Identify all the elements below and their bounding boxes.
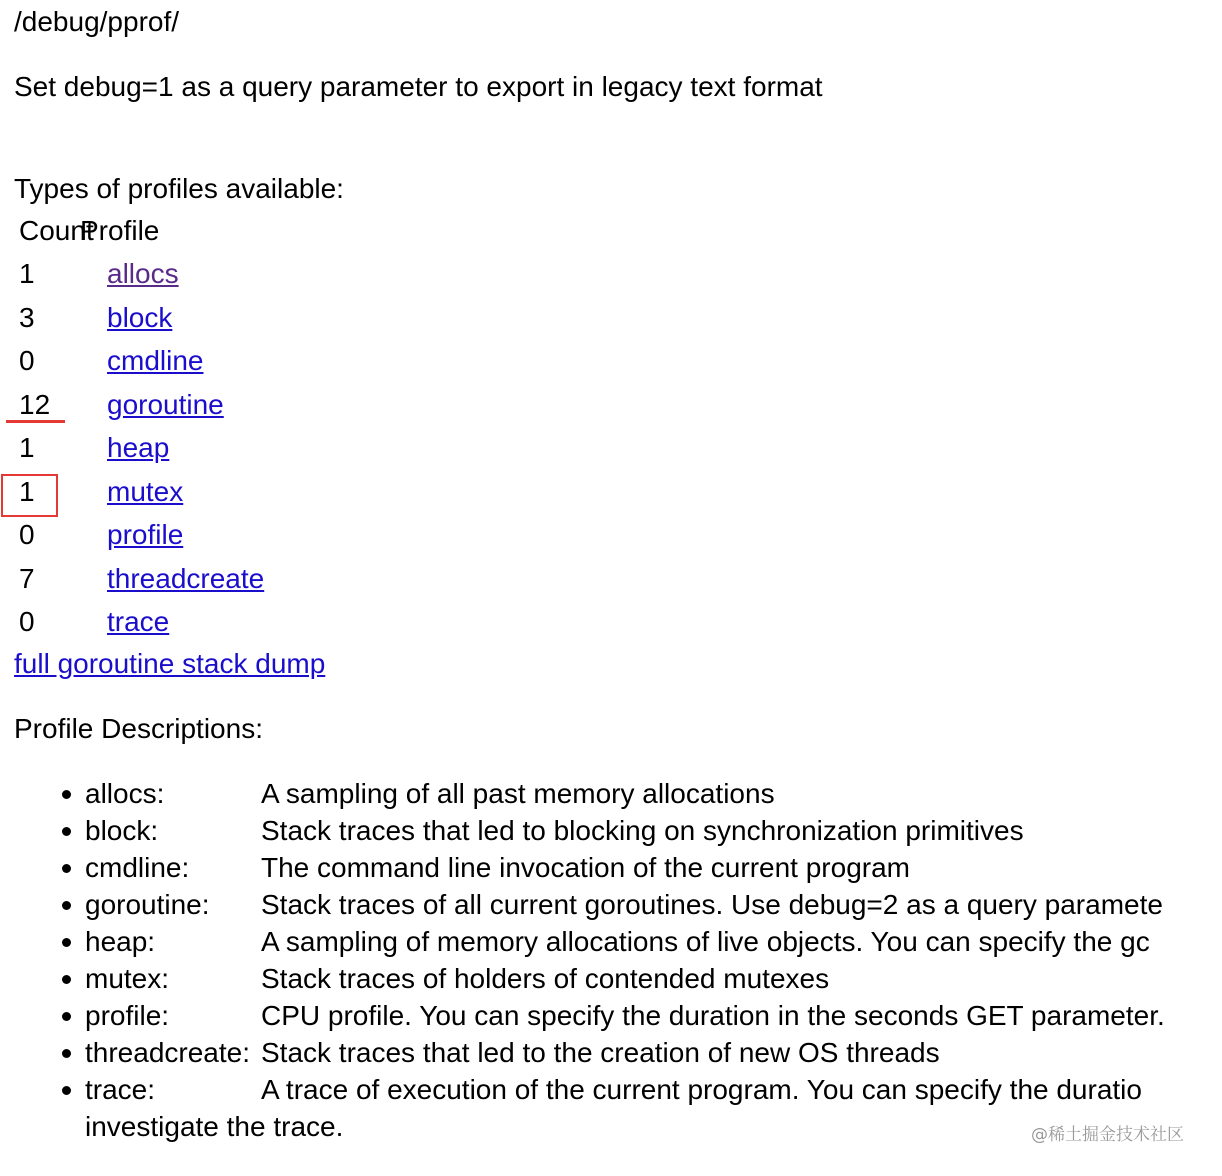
description-text: A trace of execution of the current program. You can specify the duratio [261,1074,1142,1105]
watermark: @稀土掘金技术社区 [1031,1125,1184,1145]
bullet-icon [62,864,71,873]
profile-link-goroutine[interactable]: goroutine [107,388,224,420]
bullet-icon [62,790,71,799]
profile-link-cmdline[interactable]: cmdline [107,345,204,376]
types-heading: Types of profiles available: [14,173,344,204]
profile-link-threadcreate[interactable]: threadcreate [107,562,265,594]
legacy-format-hint: Set debug=1 as a query parameter to export in legacy text format [14,71,823,102]
profile-count: 0 [19,519,35,550]
profile-link-block[interactable]: block [107,301,173,333]
count-header: Count [19,215,94,246]
descriptions-heading: Profile Descriptions: [14,713,263,744]
description-label: profile: [85,1000,170,1031]
description-label: allocs: [85,778,165,809]
profile-header: Profile [80,215,160,246]
page-title: /debug/pprof/ [14,6,180,37]
profile-link-trace[interactable]: trace [107,606,170,637]
description-text: Stack traces that led to the creation of new OS threads [261,1037,940,1068]
description-label: goroutine: [85,889,210,920]
trace-description-continuation: investigate the trace. [85,1111,344,1142]
profile-link-profile[interactable]: profile [107,519,184,550]
profile-count: 1 [19,258,35,289]
bullet-icon [62,938,71,947]
profile-count: 7 [19,562,35,594]
description-label: mutex: [85,963,170,994]
profile-count: 1 [19,475,35,507]
profile-count: 12 [19,388,51,420]
description-label: block: [85,815,159,846]
description-text: Stack traces of all current goroutines. Use debug=2 as a query paramete [261,889,1163,920]
profile-link-allocs[interactable]: allocs [107,258,179,289]
description-label: heap: [85,926,156,957]
description-text: Stack traces that led to blocking on synchronization primitives [261,815,1024,846]
profile-count: 1 [19,432,35,463]
description-label: cmdline: [85,852,190,883]
description-label: trace: [85,1074,156,1105]
annotation-underline [6,420,65,423]
profile-link-heap[interactable]: heap [107,432,170,463]
annotation-box [1,474,58,517]
bullet-icon [62,1049,71,1058]
description-text: A sampling of all past memory allocations [261,778,775,809]
description-text: Stack traces of holders of contended mutexes [261,963,830,994]
profile-link-mutex[interactable]: mutex [107,475,184,507]
bullet-icon [62,827,71,836]
bullet-icon [62,1012,71,1021]
bullet-icon [62,975,71,984]
bullet-icon [62,1086,71,1095]
description-label: threadcreate: [85,1037,250,1068]
description-text: CPU profile. You can specify the duration in the seconds GET parameter. [261,1000,1165,1031]
profile-count: 0 [19,345,35,376]
description-text: The command line invocation of the current program [261,852,910,883]
full-goroutine-dump-link[interactable]: full goroutine stack dump [14,648,326,679]
profile-count: 3 [19,301,35,333]
description-text: A sampling of memory allocations of live objects. You can specify the gc [261,926,1150,957]
bullet-icon [62,901,71,910]
profile-count: 0 [19,606,35,637]
